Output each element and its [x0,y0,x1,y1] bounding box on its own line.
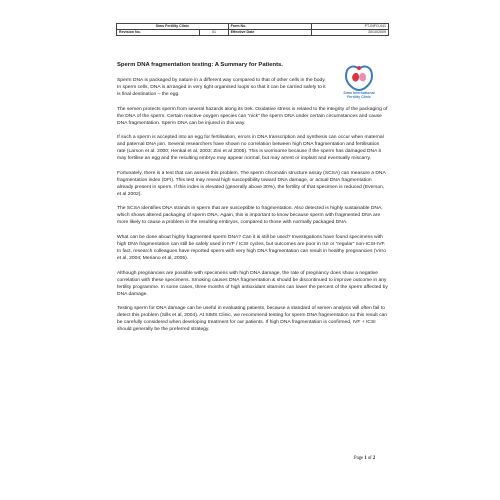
paragraph-1: Sperm DNA is packaged by nature in a different way compared to that of other cells in the body. In sperm cells, DNA is arranged in very tight organised loops so that it can be carried safely to it is final destination – the egg. [117,78,326,97]
document-body [117,77,389,341]
revision-value: 01 [200,30,228,36]
document-title: Sperm DNA fragmentation testing: A Summary for Patients. [117,62,283,68]
page-total: 2 [372,456,376,461]
logo-text-line1: Sims International [343,91,375,95]
form-no-label: Form No. [228,24,312,30]
page-number [354,456,375,461]
paragraph-6: What can be done about highly fragmented sperm DNA? Can it is still be used? Investigations have found specimens with high DNA fragmentation can still be safely used in IVF / ICSI cycles, but outcomes are poor in IUI or “regular” non-ICSI-IVF. In fact, research colleagues have reported sperm with very high DNA fragmentation can result in healthy pregnancies (Virro et al, 2004; Meriano et al, 2005). [117,234,386,261]
header-row-2 [117,30,389,36]
paragraph-7: Although pregnancies are possible with specimens with high DNA damage, the rate of pregnancy does show a negative correlation with these specimens. Smoking causes DNA fragmentation & should be discontinued to improve outcome in any fertility programme. In some cases, three months of high antioxidant vitamins can lower the percent of the sperm affected by DNA damage. [117,270,388,297]
paragraph-3: If such a sperm is accepted into an egg for fertilisation, errors in DNA transcription and synthesis can occur when maternal and paternal DNA join. Several researchers have shown no correlation between high DNA fragmentation and fertilisation rate (Larson et al. 2000; Henkal et al. 2003; Zini et al 2005). This is worrisome because if the sperm has damaged DNA it may fertilise an egg and the resulting embryo may appear normal, but may arrest or implant and eventually miscarry. [117,135,384,162]
paragraph-4: Fortunately, there is a test that can assess this problem. The sperm chromatin structure assay (SCSA) can measure a DNA fragmentation index (DFI). This test may reveal high susceptibility toward DNA damage, or actual DNA fragmentation already present in sperm. If this index is elevated (generally above 30%), the fertility of that specimen is reduced (Everson, et al 2002). [117,170,386,197]
paragraph-8: Testing sperm for DNA damage can be useful in evaluating patients, because a standard of semen analysis will often fail to detect this problem (Sills et al, 2004). At SIMS Clinic, we recommend testing for sperm DNA fragmentation so this result can be carefully considered when developing treatment for our patients. If high DNA fragmentation is confirmed, IVF + ICSI should generally be the preferred strategy. [117,306,388,333]
of-word: of [367,456,372,461]
clinic-name: Sims Fertility Clinic [117,24,229,30]
revision-label: Revision No. [117,30,200,36]
paragraph-2: The semen protects sperm from several hazards along its trek. Oxidative stress is related to the integrity of the packaging of the DNA of the sperm. Certain reactive oxygen species can “nick” the sperm DNA under certain circumstances and cause DNA fragmentation. Sperm DNA can be injured in this way. [117,106,388,126]
page-word: Page [354,456,364,461]
form-no-value: PT-INFO-041 [312,24,389,30]
page-current: 1 [364,456,367,461]
logo-text-line2: Fertility Clinic [347,95,371,100]
effective-date-value: 30/10/2009 [312,30,389,36]
paragraph-5: The SCSA identifies DNA strands in sperm that are susceptible to fragmentation. Also detected is highly sustainable DNA, which shows altered packaging of sperm DNA. Again, this is important to know because sperm with fragmented DNA are more likely to cause a problem in the resulting embryos, compared to those with normally packaged DNA. [117,206,383,226]
document-header-table [116,23,389,36]
effective-date-label: Effective Date [228,30,312,36]
